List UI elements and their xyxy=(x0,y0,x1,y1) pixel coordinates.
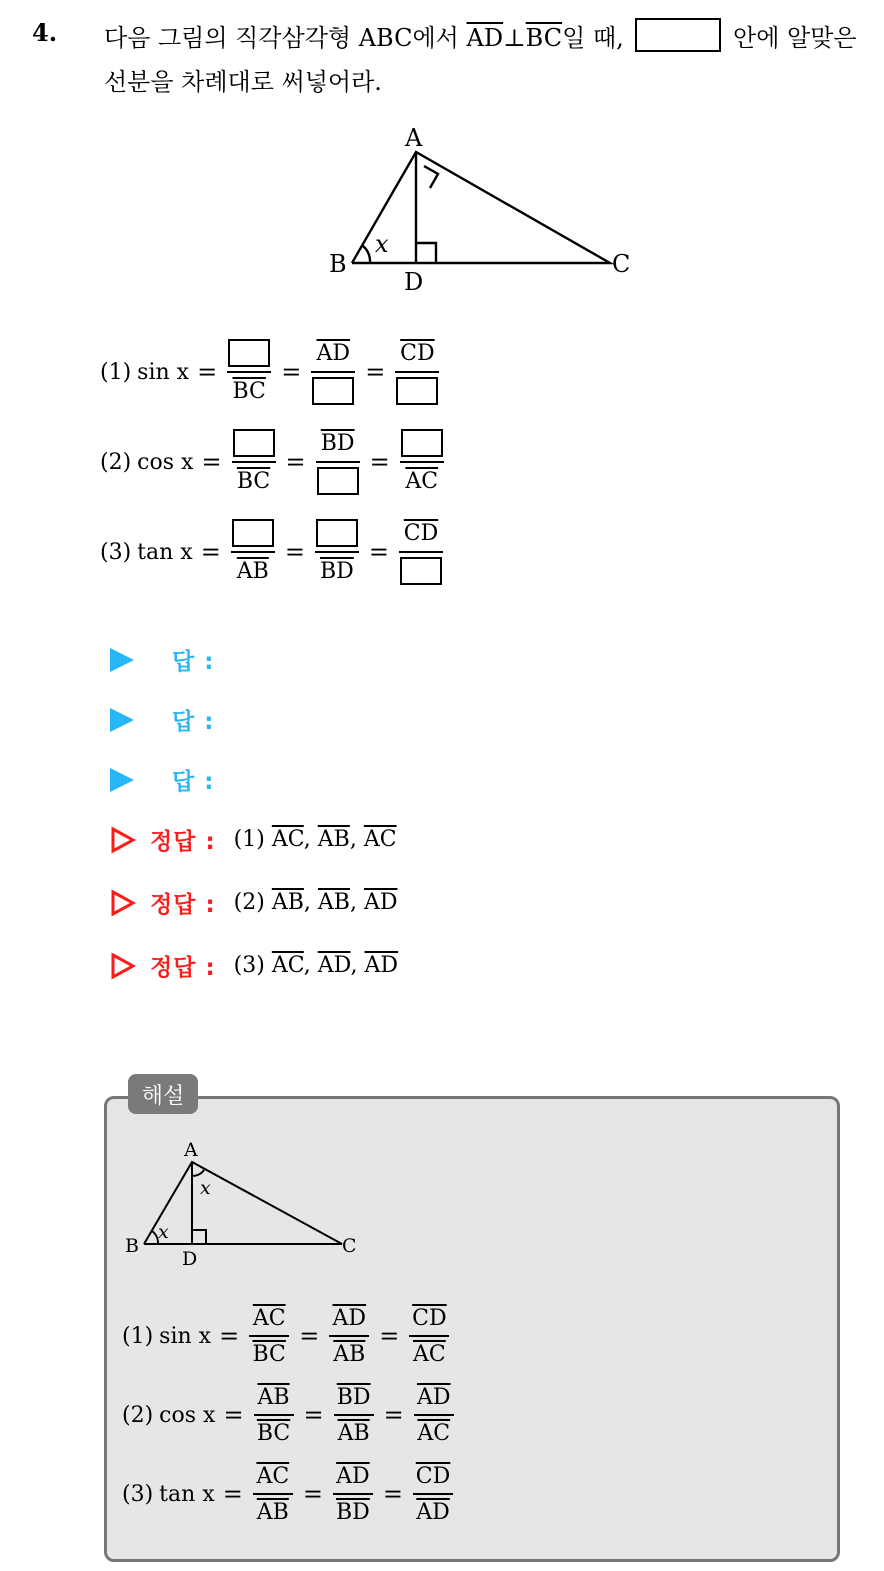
fraction-denominator: $\overline{BC}$ xyxy=(236,468,271,494)
equals-sign: = xyxy=(201,448,222,476)
fraction xyxy=(311,336,355,408)
play-triangle-icon xyxy=(110,768,134,792)
solution-tag: 해설 xyxy=(128,1074,198,1114)
fraction-denominator: $\overline{AC}$ xyxy=(405,468,439,494)
fraction-denominator: AD xyxy=(416,1499,450,1525)
equals-sign: = xyxy=(303,1401,324,1429)
answer-number: (1) xyxy=(233,827,265,852)
equals-sign: = xyxy=(368,538,390,566)
answer-segment: $\overline{AD}$ xyxy=(363,890,398,915)
label-a: A xyxy=(405,124,423,152)
equals-sign: = xyxy=(223,1401,244,1429)
fraction xyxy=(409,1302,449,1370)
answer-segment: $\overline{AC}$ xyxy=(363,827,397,852)
equals-sign: = xyxy=(365,358,386,386)
answer-row-1 xyxy=(110,643,214,676)
fraction-numerator: $\overline{AD}$ xyxy=(332,1305,367,1331)
equation-label: (1) xyxy=(100,359,132,385)
blank-box xyxy=(233,429,275,457)
fraction-denominator: BC xyxy=(252,1341,286,1367)
fraction-numerator: $\overline{BD}$ xyxy=(336,1384,371,1410)
blank-box xyxy=(232,519,274,547)
fraction-numerator: $\overline{CD}$ xyxy=(400,340,435,366)
outline-triangle-icon xyxy=(110,889,136,917)
fraction xyxy=(231,516,275,588)
fraction xyxy=(414,1381,454,1449)
right-angle-a xyxy=(424,166,438,188)
blank-box xyxy=(312,377,354,405)
fraction-denominator: AB xyxy=(337,1420,370,1446)
answer-number: (3) xyxy=(233,953,265,978)
fraction xyxy=(334,1381,374,1449)
outline-triangle-icon xyxy=(110,952,136,980)
equation-label: (1) xyxy=(122,1323,154,1349)
fraction-numerator: $\overline{AC}$ xyxy=(256,1463,290,1489)
question-text-part1: 다음 그림의 직각삼각형 ABC에서 xyxy=(104,24,467,52)
equation-label: (3) xyxy=(122,1481,154,1507)
correct-value xyxy=(234,890,398,915)
answer-segment: $\overline{AD}$ xyxy=(364,953,399,978)
fraction xyxy=(329,1302,369,1370)
fraction-numerator: $\overline{AD}$ xyxy=(336,1463,370,1489)
segment-bc: $\overline{BC}$ xyxy=(525,24,563,52)
solution-equation-1 xyxy=(122,1302,451,1370)
correct-value xyxy=(234,827,397,852)
fraction-numerator: $\overline{CD}$ xyxy=(412,1305,447,1331)
answer-segment: $\overline{AC}$ xyxy=(271,827,304,852)
equals-sign: = xyxy=(382,1480,404,1508)
equation-1 xyxy=(100,336,441,408)
solution-label-angle-a: x xyxy=(200,1177,211,1199)
correct-row-3 xyxy=(110,949,398,982)
solution-label-b: B xyxy=(125,1235,139,1257)
comma: , xyxy=(303,953,311,978)
question-text-part3: 안에 알맞은 선분을 차례대로 써넣어라. xyxy=(104,24,857,96)
equals-sign: = xyxy=(285,448,306,476)
fraction xyxy=(232,426,276,498)
equation-label: (2) xyxy=(100,449,132,475)
equals-sign: = xyxy=(219,1322,240,1350)
comma: , xyxy=(349,890,357,915)
correct-value xyxy=(234,953,398,978)
equals-sign: = xyxy=(284,538,305,566)
solution-triangle-figure xyxy=(120,1132,370,1272)
equals-sign: = xyxy=(369,448,390,476)
fraction-denominator: $\overline{AB}$ xyxy=(236,558,269,584)
solution-label-angle-b: x xyxy=(158,1221,169,1243)
equals-sign: = xyxy=(383,1401,404,1429)
label-d: D xyxy=(404,268,424,296)
fraction xyxy=(413,1460,453,1528)
outline-triangle-icon xyxy=(110,826,136,854)
trig-function: sin x xyxy=(159,1323,212,1349)
right-angle-d xyxy=(416,243,436,263)
solution-triangle-abc xyxy=(144,1162,342,1244)
question-text-part2: 일 때, xyxy=(562,24,632,52)
play-triangle-icon xyxy=(110,648,134,672)
blank-box xyxy=(317,467,359,495)
correct-row-2 xyxy=(110,886,397,919)
fraction-numerator: $\overline{CD}$ xyxy=(415,1463,451,1489)
equals-sign: = xyxy=(281,358,302,386)
answer-row-2 xyxy=(110,703,214,736)
comma: , xyxy=(303,890,311,915)
fraction xyxy=(315,516,359,588)
blank-box xyxy=(401,429,443,457)
comma: , xyxy=(303,827,311,852)
correct-label: 정답 : xyxy=(150,892,216,918)
triangle-abc xyxy=(352,152,610,263)
equation-label: (3) xyxy=(100,539,132,565)
solution-label-a: A xyxy=(184,1139,198,1161)
equals-sign: = xyxy=(222,1480,243,1508)
correct-row-1 xyxy=(110,823,397,856)
solution-equation-2 xyxy=(122,1381,456,1449)
equals-sign: = xyxy=(302,1480,323,1508)
fraction-denominator: AC xyxy=(413,1341,446,1367)
answer-segment: $\overline{AD}$ xyxy=(317,953,351,978)
fraction xyxy=(253,1460,293,1528)
blank-box xyxy=(228,339,270,367)
trig-function: cos x xyxy=(159,1402,216,1428)
trig-function: cos x xyxy=(137,449,194,475)
comma: , xyxy=(349,827,357,852)
answer-label: 답 : xyxy=(172,709,215,735)
blank-box xyxy=(396,377,438,405)
answer-number: (2) xyxy=(233,890,265,915)
answer-segment: $\overline{AB}$ xyxy=(271,890,304,915)
blank-box-inline xyxy=(635,18,721,52)
correct-label: 정답 : xyxy=(150,955,216,981)
question-text xyxy=(104,16,864,104)
solution-angle-arc-a xyxy=(192,1170,204,1176)
equation-3 xyxy=(100,516,445,588)
trig-function: tan x xyxy=(159,1481,215,1507)
angle-arc-b xyxy=(363,246,370,263)
question-number: 4. xyxy=(32,18,58,47)
triangle-figure xyxy=(320,120,650,300)
trig-function: tan x xyxy=(137,539,193,565)
equation-2 xyxy=(100,426,446,498)
fraction xyxy=(227,336,271,408)
equals-sign: = xyxy=(299,1322,320,1350)
fraction-denominator: BC xyxy=(256,1420,291,1446)
perpendicular-symbol: ⊥ xyxy=(503,24,526,52)
solution-right-angle-d xyxy=(192,1230,206,1244)
equals-sign: = xyxy=(379,1322,400,1350)
fraction-denominator: AB xyxy=(256,1499,289,1525)
answer-segment: $\overline{AB}$ xyxy=(317,827,350,852)
fraction-numerator: $\overline{AB}$ xyxy=(257,1384,290,1410)
equation-label: (2) xyxy=(122,1402,154,1428)
fraction-numerator: $\overline{CD}$ xyxy=(403,520,439,546)
answer-row-3 xyxy=(110,763,214,796)
comma: , xyxy=(350,953,358,978)
label-b: B xyxy=(329,250,347,278)
fraction-numerator: $\overline{AD}$ xyxy=(316,340,351,366)
fraction xyxy=(395,336,439,408)
solution-equation-3 xyxy=(122,1460,455,1528)
fraction-denominator: AB xyxy=(333,1341,366,1367)
equals-sign: = xyxy=(200,538,221,566)
label-angle-x: x xyxy=(375,230,389,258)
answer-label: 답 : xyxy=(172,769,215,795)
answer-segment: $\overline{AC}$ xyxy=(271,953,304,978)
solution-label-c: C xyxy=(342,1235,357,1257)
correct-label: 정답 : xyxy=(150,829,216,855)
fraction xyxy=(249,1302,289,1370)
fraction-numerator: $\overline{AD}$ xyxy=(417,1384,451,1410)
play-triangle-icon xyxy=(110,708,134,732)
label-c: C xyxy=(612,250,631,278)
segment-ad: $\overline{AD}$ xyxy=(466,24,504,52)
fraction xyxy=(333,1460,373,1528)
fraction xyxy=(254,1381,294,1449)
answer-segment: $\overline{AB}$ xyxy=(317,890,350,915)
trig-function: sin x xyxy=(137,359,190,385)
fraction-denominator: BD xyxy=(336,1499,370,1525)
answer-label: 답 : xyxy=(172,649,215,675)
fraction-denominator: $\overline{BC}$ xyxy=(232,378,266,404)
solution-label-d: D xyxy=(182,1248,198,1270)
fraction-numerator: $\overline{BD}$ xyxy=(320,430,355,456)
equals-sign: = xyxy=(197,358,218,386)
fraction-numerator: $\overline{AC}$ xyxy=(252,1305,286,1331)
blank-box xyxy=(400,557,442,585)
fraction xyxy=(400,426,444,498)
blank-box xyxy=(316,519,358,547)
fraction xyxy=(316,426,360,498)
fraction-denominator: AC xyxy=(417,1420,451,1446)
fraction xyxy=(399,516,443,588)
fraction-denominator: $\overline{BD}$ xyxy=(320,558,354,584)
